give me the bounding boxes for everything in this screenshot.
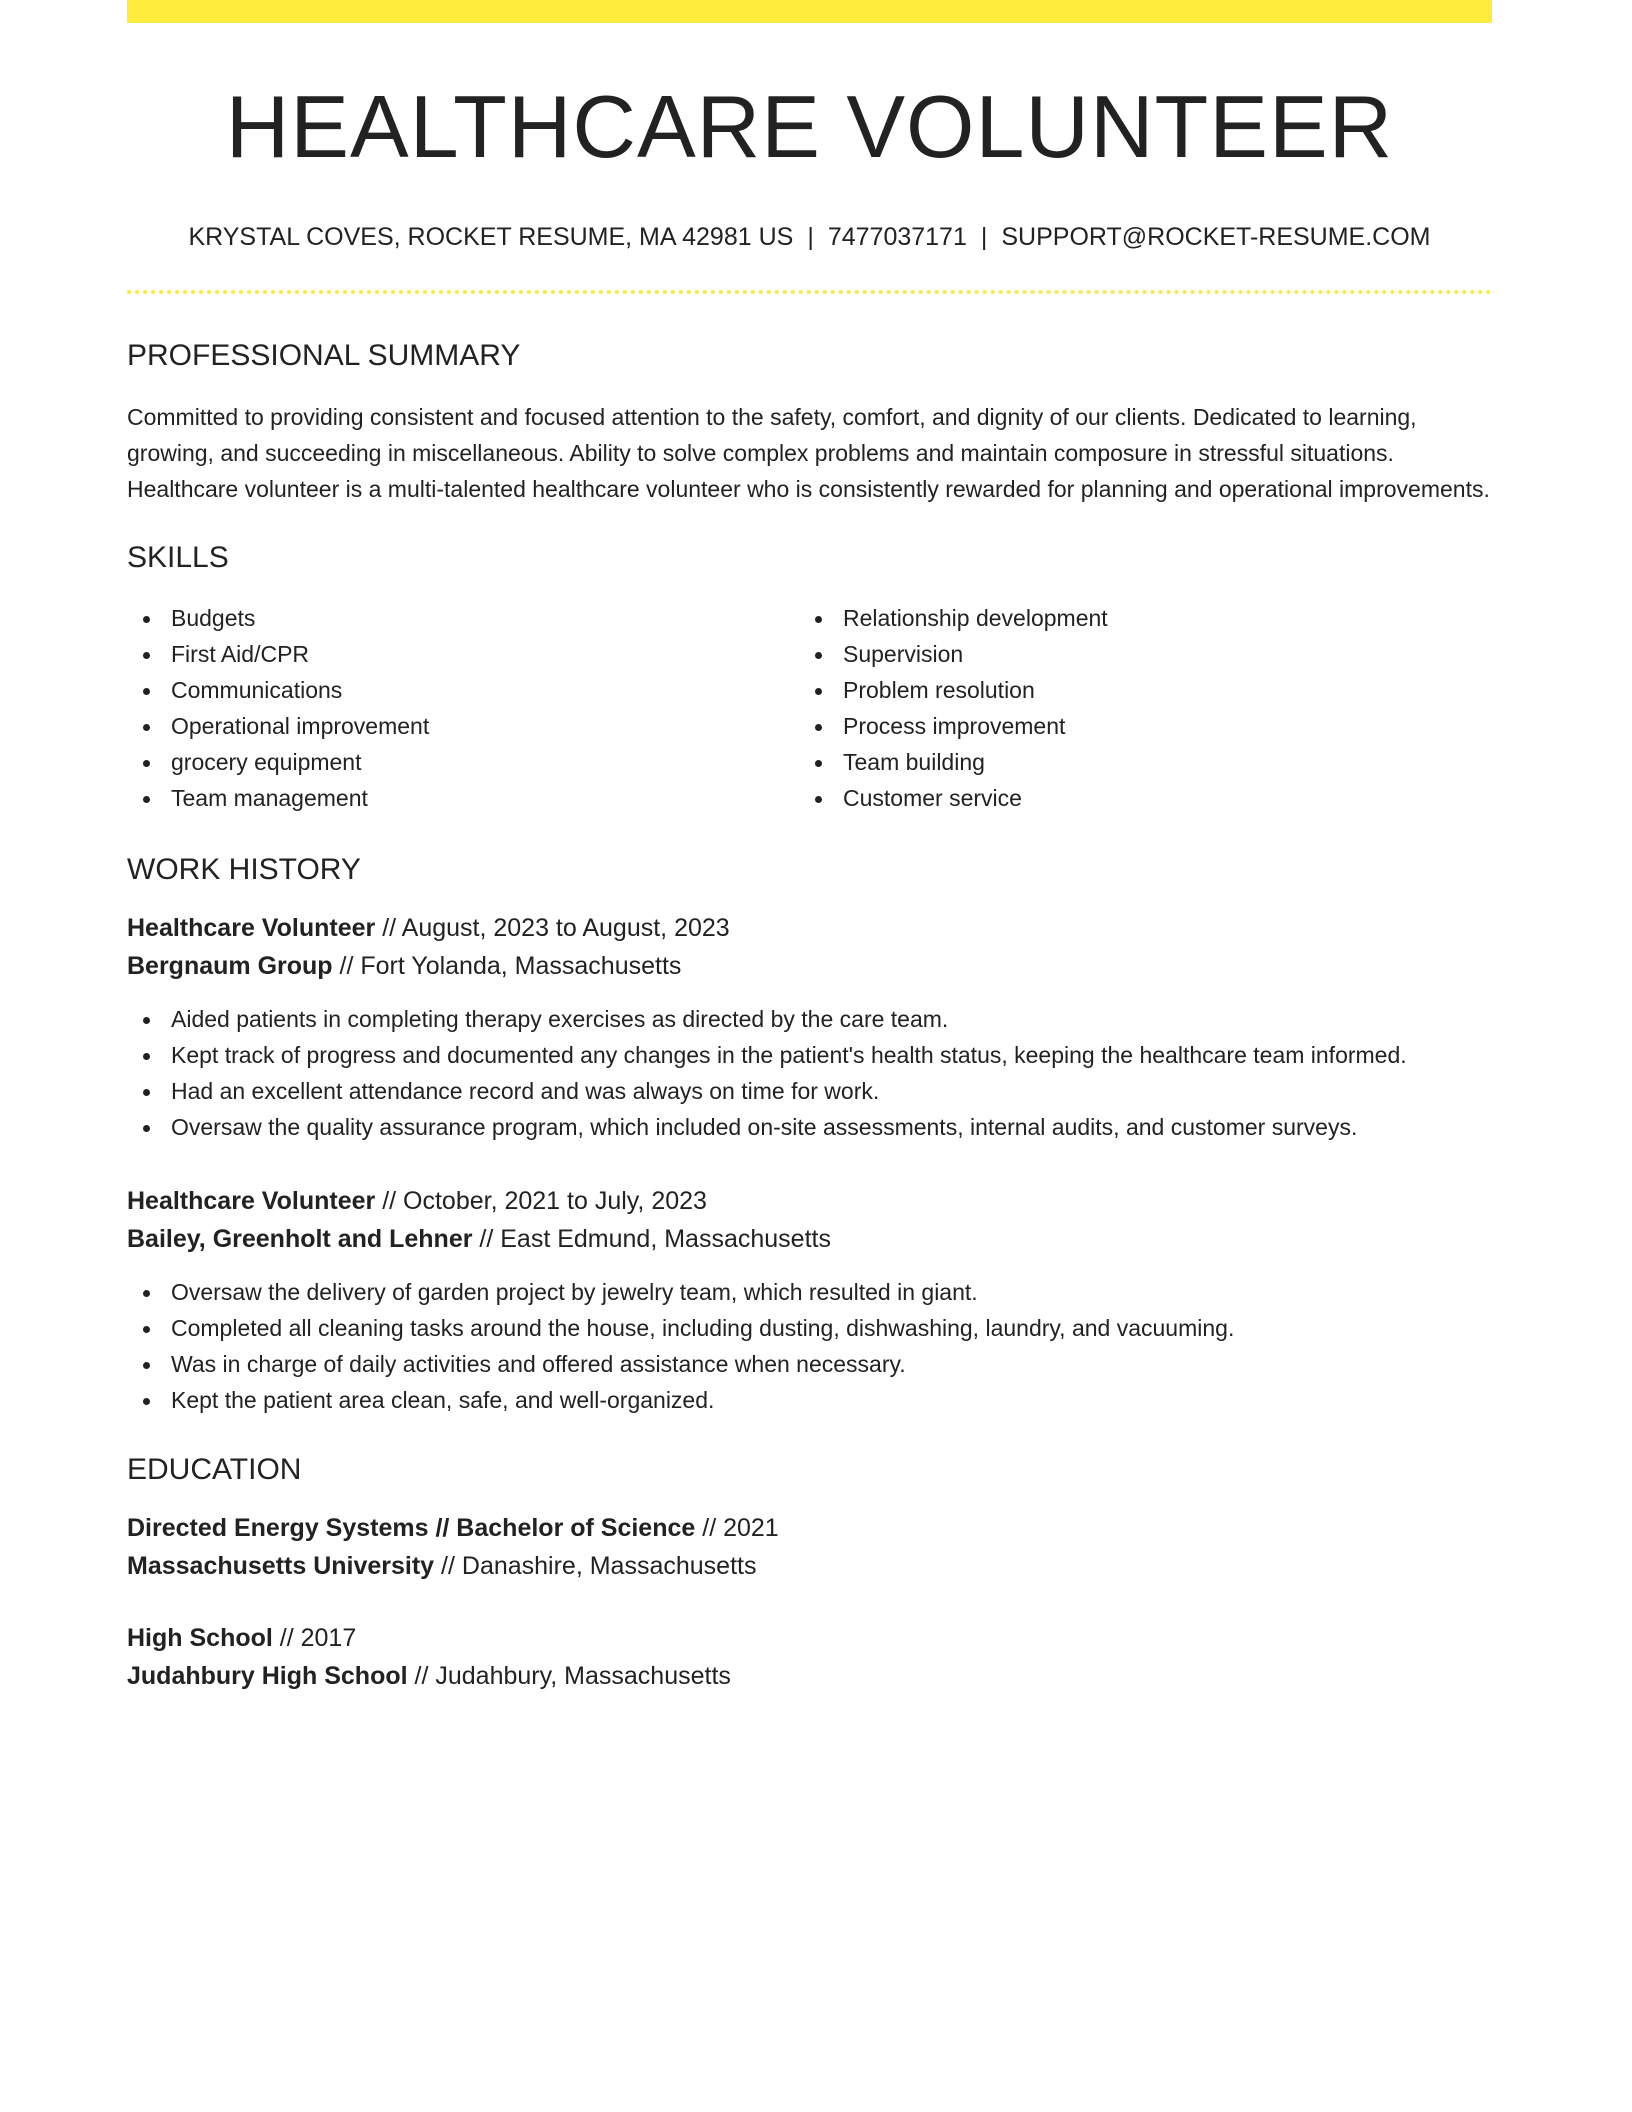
contact-email: SUPPORT@ROCKET-RESUME.COM: [1001, 223, 1431, 251]
education-year: // 2021: [702, 1514, 779, 1542]
skill-item: Customer service: [799, 780, 1471, 816]
job-dates: // August, 2023 to August, 2023: [382, 914, 730, 942]
job-title-line: [127, 909, 1492, 947]
education-school-line: [127, 1547, 1492, 1585]
education-degree-line: [127, 1509, 1492, 1547]
summary-text: Committed to providing consistent and focused attention to the safety, comfort, and dignity of our clients. Dedicated to learning, growing, and succeeding in miscellaneous. Ability to solve complex problems and maintain composure in stressful situations. Healthcare volunteer is a multi-talented healthcare volunteer who is consistently rewarded for planning and operational improvements.: [127, 404, 1490, 502]
job-duty: Completed all cleaning tasks around the house, including dusting, dishwashing, laundry, and vacuuming.: [127, 1310, 1492, 1346]
education-school: Massachusetts University: [127, 1552, 435, 1580]
education-school-line: [127, 1657, 1492, 1695]
job-duty: Oversaw the quality assurance program, which included on-site assessments, internal audits, and customer surveys.: [127, 1109, 1492, 1145]
top-accent-bar: [127, 0, 1492, 23]
skill-item: grocery equipment: [127, 744, 799, 780]
job-location: // East Edmund, Massachusetts: [479, 1225, 831, 1253]
job-duty: Kept the patient area clean, safe, and well-organized.: [127, 1382, 1492, 1418]
skill-item: Communications: [127, 672, 799, 708]
skills-column-right: [799, 600, 1471, 816]
job-title-line: [127, 1182, 1492, 1220]
job-role: Healthcare Volunteer: [127, 1187, 376, 1215]
summary-heading: PROFESSIONAL SUMMARY: [127, 339, 521, 372]
job-duty: Oversaw the delivery of garden project by jewelry team, which resulted in giant.: [127, 1274, 1492, 1310]
job-duty: Kept track of progress and documented any changes in the patient's health status, keeping the healthcare team informed.: [127, 1037, 1492, 1073]
job-company-line: [127, 1220, 1492, 1258]
skill-item: First Aid/CPR: [127, 636, 799, 672]
dotted-divider: [127, 290, 1492, 294]
skill-item: Relationship development: [799, 600, 1471, 636]
education-entry: [127, 1509, 1492, 1585]
education-entry: [127, 1619, 1492, 1695]
candidate-name: HEALTHCARE VOLUNTEER: [225, 77, 1394, 176]
education-location: // Judahbury, Massachusetts: [414, 1662, 731, 1690]
skills-list: [127, 600, 1492, 816]
job-company-line: [127, 947, 1492, 985]
contact-separator: |: [807, 223, 814, 251]
job-duties: [127, 1001, 1492, 1145]
job-entry: [127, 1182, 1492, 1418]
job-entry: [127, 909, 1492, 1145]
job-company: Bergnaum Group: [127, 952, 333, 980]
contact-separator: |: [980, 223, 988, 251]
skill-item: Operational improvement: [127, 708, 799, 744]
job-dates: // October, 2021 to July, 2023: [382, 1187, 707, 1215]
education-year: // 2017: [279, 1624, 357, 1652]
education-degree-line: [127, 1619, 1492, 1657]
contact-address: KRYSTAL COVES, ROCKET RESUME, MA 42981 US: [188, 223, 794, 251]
education-degree: Directed Energy Systems // Bachelor of Science: [127, 1514, 696, 1542]
education-degree: High School: [127, 1624, 273, 1652]
skills-heading: SKILLS: [127, 541, 229, 574]
skills-column-left: [127, 600, 799, 816]
work-history-heading: WORK HISTORY: [127, 853, 361, 886]
skill-item: Process improvement: [799, 708, 1471, 744]
skill-item: Team management: [127, 780, 799, 816]
skill-item: Problem resolution: [799, 672, 1471, 708]
education-school: Judahbury High School: [127, 1662, 408, 1690]
skill-item: Supervision: [799, 636, 1471, 672]
resume-page: [127, 0, 1492, 1695]
job-duty: Aided patients in completing therapy exercises as directed by the care team.: [127, 1001, 1492, 1037]
job-location: // Fort Yolanda, Massachusetts: [339, 952, 682, 980]
education-heading: EDUCATION: [127, 1453, 302, 1486]
contact-phone: 7477037171: [827, 223, 967, 251]
skill-item: Team building: [799, 744, 1471, 780]
job-duties: [127, 1274, 1492, 1418]
job-duty: Was in charge of daily activities and offered assistance when necessary.: [127, 1346, 1492, 1382]
job-duty: Had an excellent attendance record and was always on time for work.: [127, 1073, 1492, 1109]
education-location: // Danashire, Massachusetts: [441, 1552, 757, 1580]
job-role: Healthcare Volunteer: [127, 914, 376, 942]
skill-item: Budgets: [127, 600, 799, 636]
job-company: Bailey, Greenholt and Lehner: [127, 1225, 473, 1253]
contact-line: [127, 225, 1492, 250]
